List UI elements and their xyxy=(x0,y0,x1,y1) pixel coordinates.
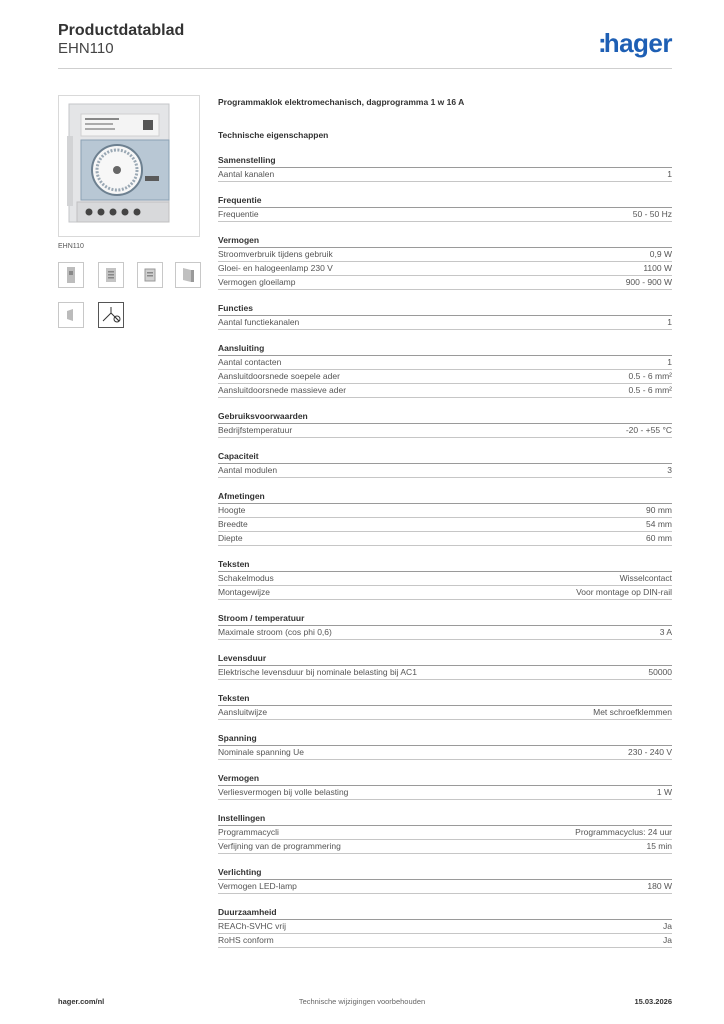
spec-row xyxy=(218,248,672,262)
spec-value: 0.5 - 6 mm² xyxy=(628,385,672,395)
thumbnail-front[interactable] xyxy=(58,262,84,288)
spec-row xyxy=(218,504,672,518)
spec-value: 230 - 240 V xyxy=(628,747,672,757)
section-title: Teksten xyxy=(218,558,672,572)
spec-row xyxy=(218,840,672,854)
spec-label: Aantal kanalen xyxy=(218,169,275,179)
spec-value: -20 - +55 °C xyxy=(625,425,672,435)
section-title: Duurzaamheid xyxy=(218,906,672,920)
spec-label: Vermogen LED-lamp xyxy=(218,881,297,891)
section-title: Levensduur xyxy=(218,652,672,666)
page-title: Productdatablad xyxy=(58,22,185,39)
section-title: Instellingen xyxy=(218,812,672,826)
spec-label: Diepte xyxy=(218,533,243,543)
spec-label: Gloei- en halogeenlamp 230 V xyxy=(218,263,333,273)
spec-value: 0.5 - 6 mm² xyxy=(628,371,672,381)
spec-label: Elektrische levensduur bij nominale belasting bij AC1 xyxy=(218,667,417,677)
header-divider xyxy=(58,68,672,69)
thumbnail-angle[interactable] xyxy=(175,262,201,288)
spec-value: Voor montage op DIN-rail xyxy=(576,587,672,597)
spec-label: Breedte xyxy=(218,519,248,529)
technical-properties-heading: Technische eigenschappen xyxy=(218,130,329,140)
section-title: Vermogen xyxy=(218,234,672,248)
spec-row xyxy=(218,586,672,600)
spec-value: Programmacyclus: 24 uur xyxy=(575,827,672,837)
spec-section xyxy=(218,692,672,720)
logo-text: hager xyxy=(603,28,672,58)
spec-section xyxy=(218,450,672,478)
spec-value: 50 - 50 Hz xyxy=(632,209,672,219)
section-title: Capaciteit xyxy=(218,450,672,464)
spec-row xyxy=(218,880,672,894)
specifications-panel xyxy=(218,96,672,948)
spec-row xyxy=(218,356,672,370)
spec-value: 1 xyxy=(667,169,672,179)
section-title: Frequentie xyxy=(218,194,672,208)
spec-section xyxy=(218,812,672,854)
spec-label: Aansluitdoorsnede soepele ader xyxy=(218,371,340,381)
spec-section xyxy=(218,490,672,546)
section-title: Afmetingen xyxy=(218,490,672,504)
spec-section xyxy=(218,612,672,640)
section-title: Aansluiting xyxy=(218,342,672,356)
spec-label: Aansluitdoorsnede massieve ader xyxy=(218,385,347,395)
spec-row xyxy=(218,262,672,276)
spec-row xyxy=(218,424,672,438)
section-title: Spanning xyxy=(218,732,672,746)
spec-row xyxy=(218,208,672,222)
spec-value: 1100 W xyxy=(643,263,672,273)
spec-row xyxy=(218,626,672,640)
spec-section xyxy=(218,906,672,948)
spec-label: Verliesvermogen bij volle belasting xyxy=(218,787,349,797)
spec-section xyxy=(218,410,672,438)
spec-row xyxy=(218,518,672,532)
spec-row xyxy=(218,786,672,800)
spec-value: 900 - 900 W xyxy=(625,277,672,287)
thumbnail-profile[interactable] xyxy=(58,302,84,328)
spec-section xyxy=(218,558,672,600)
spec-section xyxy=(218,652,672,680)
product-description: Programmaklok elektromechanisch, dagprogramma 1 w 16 A xyxy=(218,97,465,107)
spec-label: Hoogte xyxy=(218,505,246,515)
spec-row xyxy=(218,826,672,840)
spec-row xyxy=(218,746,672,760)
section-title: Gebruiksvoorwaarden xyxy=(218,410,672,424)
spec-value: 1 W xyxy=(656,787,672,797)
spec-value: Wisselcontact xyxy=(619,573,672,583)
spec-label: REACh-SVHC vrij xyxy=(218,921,287,931)
spec-section xyxy=(218,772,672,800)
section-title: Vermogen xyxy=(218,772,672,786)
spec-value: Ja xyxy=(663,935,672,945)
spec-row xyxy=(218,370,672,384)
spec-label: Schakelmodus xyxy=(218,573,274,583)
spec-row xyxy=(218,316,672,330)
spec-label: Aantal modulen xyxy=(218,465,278,475)
section-title: Samenstelling xyxy=(218,154,672,168)
spec-section xyxy=(218,234,672,290)
spec-row xyxy=(218,532,672,546)
spec-section xyxy=(218,302,672,330)
product-image xyxy=(58,95,200,237)
spec-row xyxy=(218,464,672,478)
spec-label: Programmacycli xyxy=(218,827,279,837)
spec-label: Aantal functiekanalen xyxy=(218,317,300,327)
spec-row xyxy=(218,384,672,398)
spec-row xyxy=(218,276,672,290)
footer-disclaimer: Technische wijzigingen voorbehouden xyxy=(298,997,426,1006)
spec-value: 50000 xyxy=(648,667,672,677)
spec-value: 90 mm xyxy=(646,505,672,515)
spec-value: 3 A xyxy=(659,627,672,637)
wiring-diagram-icon[interactable] xyxy=(98,302,124,328)
spec-value: 0,9 W xyxy=(649,249,672,259)
section-title: Functies xyxy=(218,302,672,316)
spec-label: RoHS conform xyxy=(218,935,274,945)
spec-row xyxy=(218,572,672,586)
spec-label: Maximale stroom (cos phi 0,6) xyxy=(218,627,332,637)
footer-website: hager.com/nl xyxy=(58,997,105,1006)
spec-value: 3 xyxy=(667,465,672,475)
spec-value: Met schroefklemmen xyxy=(593,707,672,717)
spec-section xyxy=(218,194,672,222)
spec-row xyxy=(218,666,672,680)
product-code: EHN110 xyxy=(58,40,114,57)
spec-label: Frequentie xyxy=(218,209,259,219)
spec-section xyxy=(218,866,672,894)
spec-value: 1 xyxy=(667,357,672,367)
spec-value: 60 mm xyxy=(646,533,672,543)
hager-logo: :hager xyxy=(598,28,672,58)
spec-row xyxy=(218,920,672,934)
spec-label: Montagewijze xyxy=(218,587,270,597)
spec-value: 1 xyxy=(667,317,672,327)
section-title: Verlichting xyxy=(218,866,672,880)
spec-label: Stroomverbruik tijdens gebruik xyxy=(218,249,333,259)
spec-value: 54 mm xyxy=(646,519,672,529)
spec-label: Aantal contacten xyxy=(218,357,282,367)
spec-value: 180 W xyxy=(647,881,672,891)
spec-value: Ja xyxy=(663,921,672,931)
spec-section xyxy=(218,732,672,760)
spec-label: Vermogen gloeilamp xyxy=(218,277,296,287)
footer-date: 15.03.2026 xyxy=(634,997,672,1006)
spec-section xyxy=(218,154,672,182)
spec-label: Bedrijfstemperatuur xyxy=(218,425,293,435)
spec-label: Aansluitwijze xyxy=(218,707,268,717)
spec-sections xyxy=(218,154,672,948)
spec-label: Nominale spanning Ue xyxy=(218,747,304,757)
thumbnail-side[interactable] xyxy=(98,262,124,288)
thumbnail-top[interactable] xyxy=(137,262,163,288)
section-title: Stroom / temperatuur xyxy=(218,612,672,626)
spec-row xyxy=(218,934,672,948)
spec-row xyxy=(218,168,672,182)
spec-row xyxy=(218,706,672,720)
spec-section xyxy=(218,342,672,398)
image-caption: EHN110 xyxy=(58,243,84,250)
spec-value: 15 min xyxy=(646,841,672,851)
spec-label: Verfijning van de programmering xyxy=(218,841,341,851)
section-title: Teksten xyxy=(218,692,672,706)
